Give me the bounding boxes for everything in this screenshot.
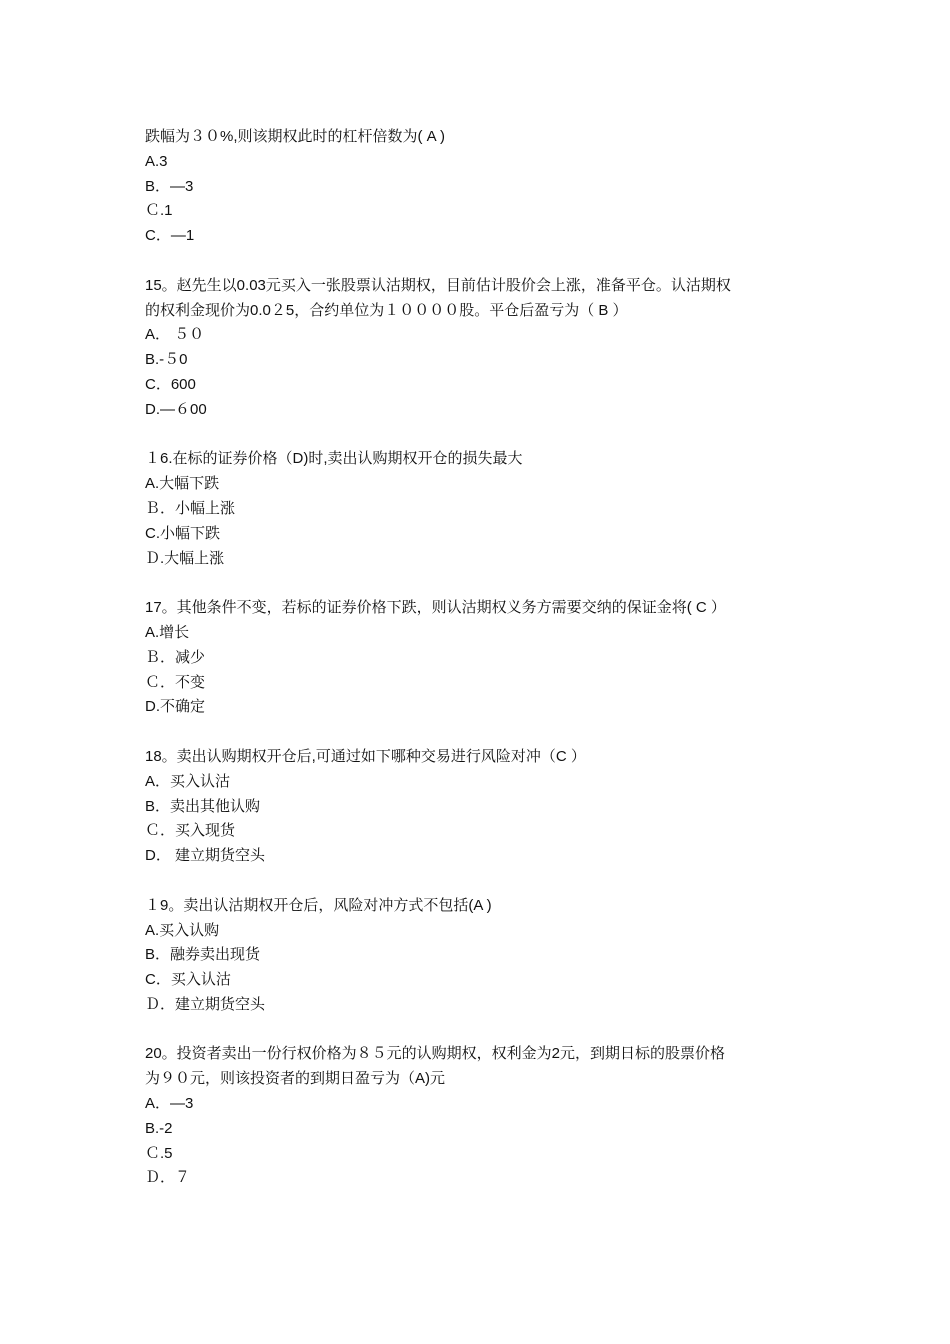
question-stem: １6.在标的证券价格（D)时,卖出认购期权开仓的损失最大 xyxy=(145,450,523,468)
option-b: Ｂ．小幅上涨 xyxy=(145,499,236,517)
spacer xyxy=(145,869,815,894)
question-14 xyxy=(145,125,815,249)
document-content xyxy=(145,125,815,1191)
option-d: Ｄ.大幅上涨 xyxy=(145,549,225,567)
option-b: B．卖出其他认购 xyxy=(145,797,261,815)
spacer xyxy=(145,1018,815,1043)
option-c: Ｃ．不变 xyxy=(145,673,206,691)
question-stem: 跌幅为３０%,则该期权此时的杠杆倍数为( A ) xyxy=(145,128,446,145)
option-d: D.—６00 xyxy=(145,400,207,418)
option-a: A.大幅下跌 xyxy=(145,475,220,493)
question-18 xyxy=(145,745,815,869)
option-d: D.不确定 xyxy=(145,698,206,716)
option-a: A． ５０ xyxy=(145,326,205,344)
option-d: Ｄ．７ xyxy=(145,1169,191,1187)
option-c: C．买入认沽 xyxy=(145,971,231,989)
option-c: Ｃ.1 xyxy=(145,202,173,220)
option-b: B．融券卖出现货 xyxy=(145,946,261,964)
question-16 xyxy=(145,447,815,571)
option-a: A．买入认沽 xyxy=(145,772,231,790)
option-b: B.-2 xyxy=(145,1119,173,1137)
question-stem: 15。赵先生以0.03元买入一张股票认沽期权，目前估计股价会上涨，准备平仓。认沽期权 xyxy=(145,276,731,294)
question-stem-continued: 的权利金现价为0.0２5，合约单位为１００００股。平仓后盈亏为（ B ） xyxy=(145,301,628,319)
option-a: A.买入认购 xyxy=(145,921,220,939)
question-stem-continued: 为９０元，则该投资者的到期日盈亏为（A)元 xyxy=(145,1070,446,1088)
option-b: B.-５0 xyxy=(145,351,188,369)
spacer xyxy=(145,249,815,274)
option-c: Ｃ．买入现货 xyxy=(145,822,236,840)
option-d: C．—1 xyxy=(145,227,195,245)
spacer xyxy=(145,423,815,448)
option-a: A.3 xyxy=(145,152,168,170)
option-d: Ｄ．建立期货空头 xyxy=(145,995,266,1013)
question-stem: 20。投资者卖出一份行权价格为８５元的认购期权，权利金为2元，到期日标的股票价格 xyxy=(145,1045,726,1063)
option-b: Ｂ．减少 xyxy=(145,648,206,666)
spacer xyxy=(145,571,815,596)
option-b: B．—3 xyxy=(145,177,194,195)
question-15 xyxy=(145,274,815,423)
question-stem: 17。其他条件不变，若标的证券价格下跌，则认沽期权义务方需要交纳的保证金将( C ） xyxy=(145,599,726,617)
option-a: A．—3 xyxy=(145,1095,194,1113)
question-stem: 18。卖出认购期权开仓后,可通过如下哪种交易进行风险对冲（C ） xyxy=(145,747,586,765)
option-c: Ｃ.5 xyxy=(145,1144,173,1162)
option-a: A.增长 xyxy=(145,623,190,641)
question-19 xyxy=(145,894,815,1018)
option-d: D． 建立期货空头 xyxy=(145,847,266,865)
spacer xyxy=(145,720,815,745)
option-c: C.小幅下跌 xyxy=(145,524,221,542)
question-stem: １9。卖出认沽期权开仓后，风险对冲方式不包括(A ) xyxy=(145,896,492,914)
question-17 xyxy=(145,596,815,720)
option-c: C．600 xyxy=(145,375,196,393)
question-20 xyxy=(145,1042,815,1191)
